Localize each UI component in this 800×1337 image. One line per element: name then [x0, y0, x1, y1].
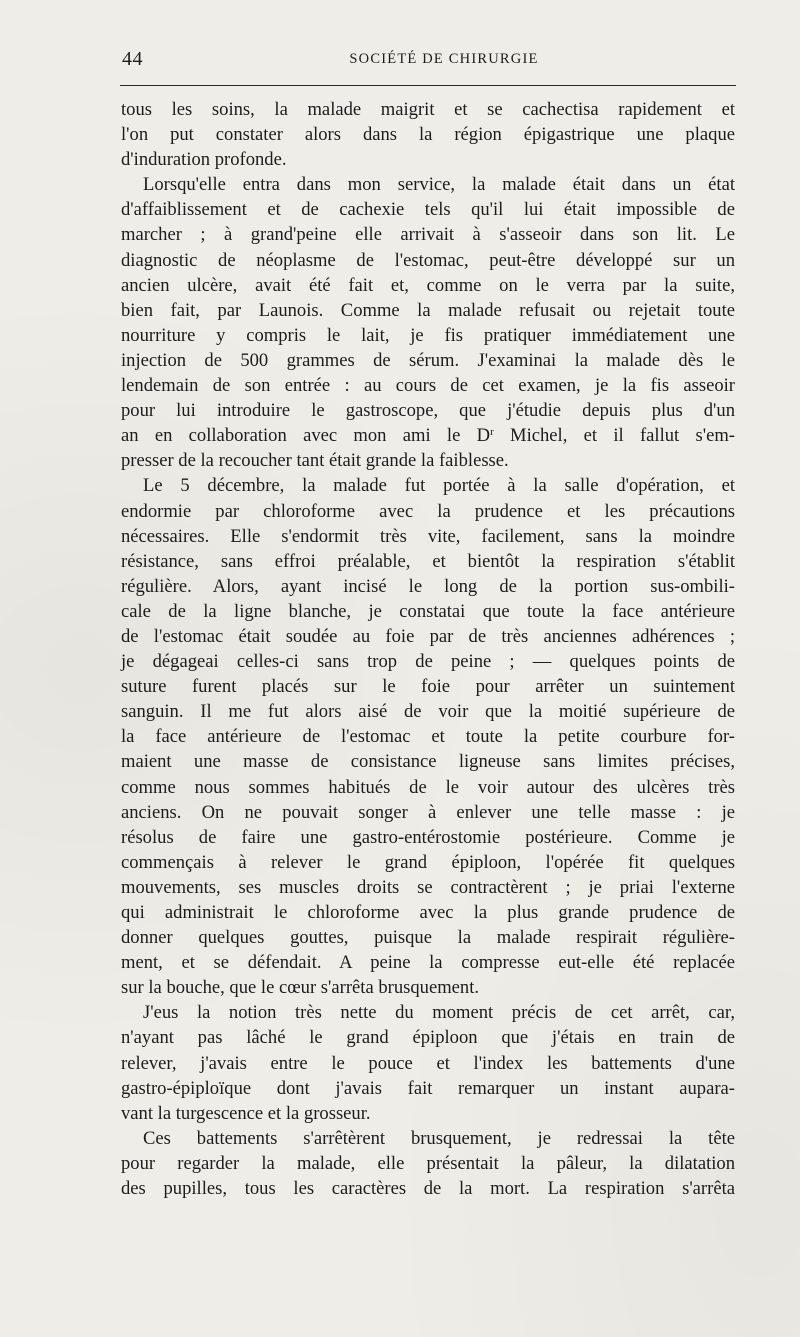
text-line: sanguin. Il me fut alors aisé de voir que la moitié supérieure de: [121, 701, 735, 723]
header-rule: [120, 85, 736, 86]
text-line: injection de 500 grammes de sérum. J'examinai la malade dès le: [121, 349, 735, 371]
text-line: des pupilles, tous les caractères de la mort. La respiration s'arrêta: [121, 1178, 735, 1200]
paragraph: [121, 1000, 735, 1125]
text-line: diagnostic de néoplasme de l'estomac, peut-être développé sur un: [121, 249, 735, 271]
text-line: pour regarder la malade, elle présentait la pâleur, la dilatation: [121, 1152, 735, 1174]
text-line: relever, j'avais entre le pouce et l'index les battements d'une: [121, 1052, 735, 1074]
text-line: régulière. Alors, ayant incisé le long de la portion sus-ombili-: [121, 575, 735, 597]
text-line: qui administrait le chloroforme avec la plus grande prudence de: [121, 902, 735, 923]
text-line: J'eus la notion très nette du moment précis de cet arrêt, car,: [143, 1002, 735, 1024]
text-line: Le 5 décembre, la malade fut portée à la salle d'opération, et: [143, 475, 735, 497]
paragraph: [121, 172, 735, 473]
text-line: d'affaiblissement et de cachexie tels qu'il lui était impossible de: [121, 199, 735, 221]
text-line: endormie par chloroforme avec la prudence et les précautions: [121, 500, 735, 522]
body-text: [121, 97, 735, 1201]
text-line: je dégageai celles-ci sans trop de peine ; — quelques points de: [121, 651, 735, 673]
paragraph: [121, 473, 735, 1000]
text-line: ment, et se défendait. A peine la compresse eut-elle été replacée: [121, 952, 735, 974]
text-line: cale de la ligne blanche, je constatai que toute la face antérieure: [121, 600, 735, 622]
text-line: d'induration profonde.: [121, 149, 287, 171]
text-line: l'on put constater alors dans la région épigastrique une plaque: [121, 124, 735, 146]
text-line: suture furent placés sur le foie pour arrêter un suintement: [121, 676, 735, 698]
text-line: maient une masse de consistance ligneuse sans limites précises,: [121, 751, 735, 773]
text-line: an en collaboration avec mon ami le $D^r$ Michel, et il fallut s'em-: [121, 425, 736, 447]
paragraph: [121, 97, 735, 172]
text-line: pour lui introduire le gastroscope, que j'étudie depuis plus d'un: [121, 400, 735, 422]
text-line: la face antérieure de l'estomac et toute la petite courbure for-: [121, 726, 735, 748]
text-line: ancien ulcère, avait été fait et, comme on le verra par la suite,: [121, 274, 735, 296]
text-line: presser de la recoucher tant était grande la faiblesse.: [121, 450, 509, 472]
text-line: résistance, sans effroi préalable, et bientôt la respiration s'établit: [121, 550, 735, 572]
text-line: tous les soins, la malade maigrit et se cachectisa rapidement et: [121, 99, 735, 120]
text-line: Lorsqu'elle entra dans mon service, la malade était dans un état: [143, 174, 735, 196]
text-line: résolus de faire une gastro-entérostomie postérieure. Comme je: [121, 826, 735, 848]
text-line: mouvements, ses muscles droits se contractèrent ; je priai l'externe: [121, 876, 735, 898]
text-line: sur la bouche, que le cœur s'arrêta brusquement.: [121, 977, 480, 999]
text-line: marcher ; à grand'peine elle arrivait à s'asseoir dans son lit. Le: [121, 224, 735, 246]
text-line: nécessaires. Elle s'endormit très vite, facilement, sans la moindre: [121, 525, 735, 547]
text-line: commençais à relever le grand épiploon, l'opérée fit quelques: [121, 851, 735, 873]
text-line: n'ayant pas lâché le grand épiploon que j'étais en train de: [121, 1027, 735, 1049]
page-number: 44: [122, 48, 143, 70]
text-line: donner quelques gouttes, puisque la malade respirait régulière-: [121, 927, 735, 949]
running-title: SOCIÉTÉ DE CHIRURGIE: [349, 51, 539, 67]
text-line: gastro-épiploïque dont j'avais fait remarquer un instant aupara-: [121, 1077, 735, 1099]
text-line: comme nous sommes habitués de le voir autour des ulcères très: [121, 776, 735, 798]
text-line: bien fait, par Launois. Comme la malade refusait ou rejetait toute: [121, 299, 735, 321]
text-line: Ces battements s'arrêtèrent brusquement, je redressai la tête: [143, 1127, 735, 1149]
text-line: lendemain de son entrée : au cours de cet examen, je la fis asseoir: [121, 375, 735, 397]
page-header: [122, 44, 734, 72]
text-line: vant la turgescence et la grosseur.: [121, 1102, 371, 1124]
text-line: de l'estomac était soudée au foie par de très anciennes adhérences ;: [121, 625, 735, 647]
text-line: anciens. On ne pouvait songer à enlever une telle masse : je: [121, 801, 735, 823]
paragraph: [121, 1126, 735, 1201]
text-line: nourriture y compris le lait, je fis pratiquer immédiatement une: [121, 324, 735, 346]
